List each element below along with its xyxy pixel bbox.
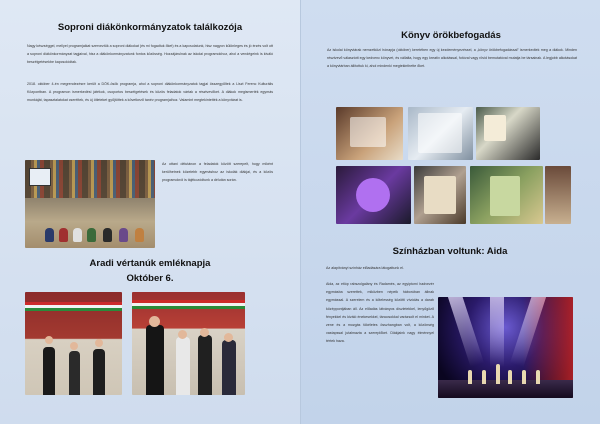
article-intro-theatre: Az alapítványi színház előadására látogattunk el. — [326, 266, 404, 270]
aida-stage-photo — [438, 297, 573, 398]
book-adoption-photo-2 — [408, 107, 473, 160]
article-body-theatre: Aida, az etióp rabszolgalány és Radamés, az egyiptomi hadvezér egymásba szerettek, miközben népeik háborúban állnak egymással. A szerelem és a kötelesség közötti vívódás a darab középpontjában áll. Az előadás látványos díszletekkel, lenyűgöző fényekkel és kiváló énekesekkel, táncosokkal varázsolt el minket. A zene és a mozgás tökéletes összhangban volt, a közönség vastapssal jutalmazta a szereplőket. Diákjaink nagy élménnyel tértek haza. — [326, 282, 434, 344]
article-date-aradi: Október 6. — [126, 273, 174, 284]
library-meeting-photo — [25, 160, 155, 248]
book-adoption-photo-3 — [476, 107, 540, 160]
article-body-dok-end: Az ottani délutánon a feladatok között szerepelt, hogy miként kerülhetnek közelebb egymáshoz az iskolák diákjai, és a közös programokról is tájékozódtunk a délután során. — [162, 162, 273, 183]
aradi-ceremony-photo-2 — [132, 292, 245, 395]
article-title-aradi: Aradi vértanúk emléknapja — [89, 258, 211, 269]
article-title-book: Könyv örökbefogadás — [401, 30, 501, 41]
book-adoption-photo-5 — [414, 166, 466, 224]
article-title-theatre: Színházban voltunk: Aida — [392, 246, 508, 257]
aradi-ceremony-photo-1 — [25, 292, 122, 395]
book-adoption-photo-1 — [336, 107, 403, 160]
book-adoption-photo-4 — [336, 166, 411, 224]
article-title-dok: Soproni diákönkormányzatok találkozója — [57, 22, 243, 33]
book-adoption-photo-6 — [470, 166, 543, 224]
article-body-dok-main: 2018. október 4-én megrendezésre került a DÖK-ösök programja, ahol a soproni diákönkormányzatok tagjai összegyűltek a Liszt Ferenc Kulturális Központban. A programon ismerkedési játékok, csoportos beszélgetések és közös feladatok vártak a résztvevőket. A diákok megismerték egymás munkáját, tapasztalatokat cseréltek, és új ötleteket gyűjtöttek a következő tanév programjaihoz. Valamint megtekintették a könyvtárat is. — [27, 82, 273, 103]
article-body-book: Az iskolai könyvtárak nemzetközi hónapja (október) keretében egy új kezdeményezéssel, a „könyv örökbefogadással” ismerkedtek meg a diákok. Minden résztvevő választott egy kedvenc könyvet, és vállalta, hogy egy kreatív alkotással, fotóval vagy rövid bemutatóval mutatja be társainak. A legjobb alkotásokat a könyvtárban állítottuk ki, ahol mindenki megtekinthette őket. — [327, 48, 577, 69]
book-adoption-photo-7 — [545, 166, 571, 224]
article-body-dok-intro: Nagy készséggel, mellyel programjaikat szerveztük a soproni diákokat (és mi fogadtuk őket) és a kapcsolatunk, hisz nagyon különleges és jó érzés volt ott a soproni diákönkormányzat tagjaival, hisz a diákönkormányzatunk fontos közösség. Hozzájárulnak az iskolai programokhoz, ahol a vendégeink is kiváló beszélgetésekbe kapcsolódtak. — [27, 44, 273, 65]
